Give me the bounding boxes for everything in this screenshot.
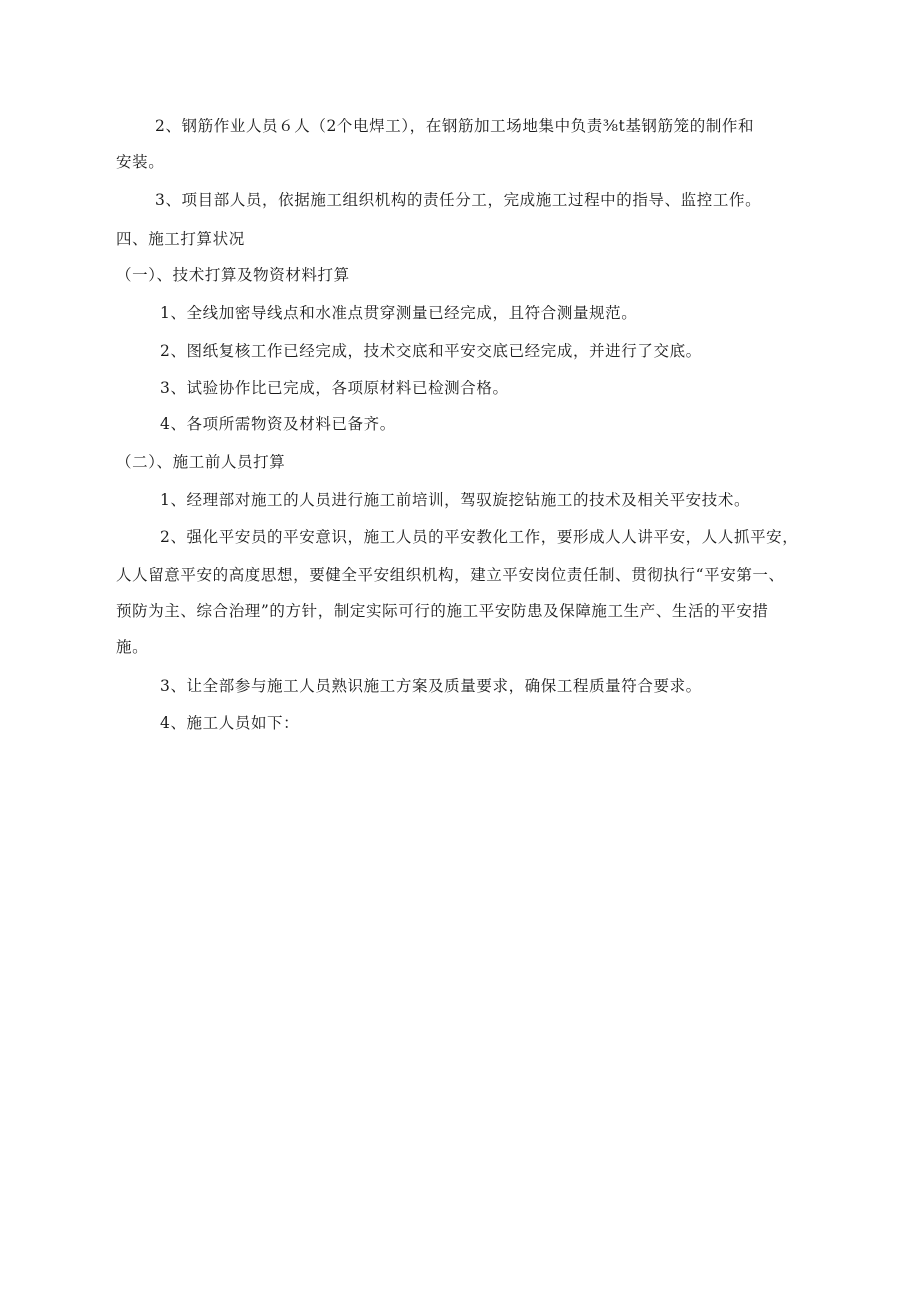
list-item-training: 1、经理部对施工的人员进行施工前培训，驾驭旋挖钻施工的技术及相关平安技术。 bbox=[160, 491, 751, 509]
list-item-safety-awareness-cont-3: 施。 bbox=[116, 638, 149, 656]
subsection-heading-personnel-prep: （二）、施工前人员打算 bbox=[116, 453, 286, 471]
list-item-survey: 1、全线加密导线点和水准点贯穿测量已经完成，且符合测量规范。 bbox=[160, 304, 638, 322]
list-item-safety-awareness-cont-1: 人人留意平安的高度思想，要健全平安组织机构，建立平安岗位责任制、贯彻执行“平安第一、 bbox=[116, 566, 785, 584]
list-item-materials: 4、各项所需物资及材料已备齐。 bbox=[160, 415, 396, 433]
list-item-safety-awareness: 2、强化平安员的平安意识，施工人员的平安教化工作，要形成人人讲平安，人人抓平安， bbox=[160, 528, 799, 546]
list-item-personnel-list: 4、施工人员如下： bbox=[160, 714, 300, 732]
list-item-familiarize: 3、让全部参与施工人员熟识施工方案及质量要求，确保工程质量符合要求。 bbox=[160, 677, 702, 695]
paragraph-project-staff: 3、项目部人员，依据施工组织机构的责任分工，完成施工过程中的指导、监控工作。 bbox=[155, 191, 762, 209]
list-item-safety-awareness-cont-2: 预防为主、综合治理”的方针，制定实际可行的施工平安防患及保障施工生产、生活的平安措 bbox=[116, 602, 769, 620]
list-item-drawing-review: 2、图纸复核工作已经完成，技术交底和平安交底已经完成，并进行了交底。 bbox=[160, 342, 702, 360]
paragraph-rebar-workers: 2、钢筋作业人员６人（2个电焊工），在钢筋加工场地集中负责⅜t基钢筋笼的制作和 bbox=[155, 117, 755, 135]
paragraph-rebar-workers-cont: 安装。 bbox=[116, 153, 165, 171]
section-heading-construction-prep: 四、施工打算状况 bbox=[116, 230, 245, 248]
subsection-heading-technical-prep: （一）、技术打算及物资材料打算 bbox=[116, 266, 350, 284]
list-item-mix-ratio: 3、试验协作比已完成，各项原材料已检测合格。 bbox=[160, 379, 509, 397]
